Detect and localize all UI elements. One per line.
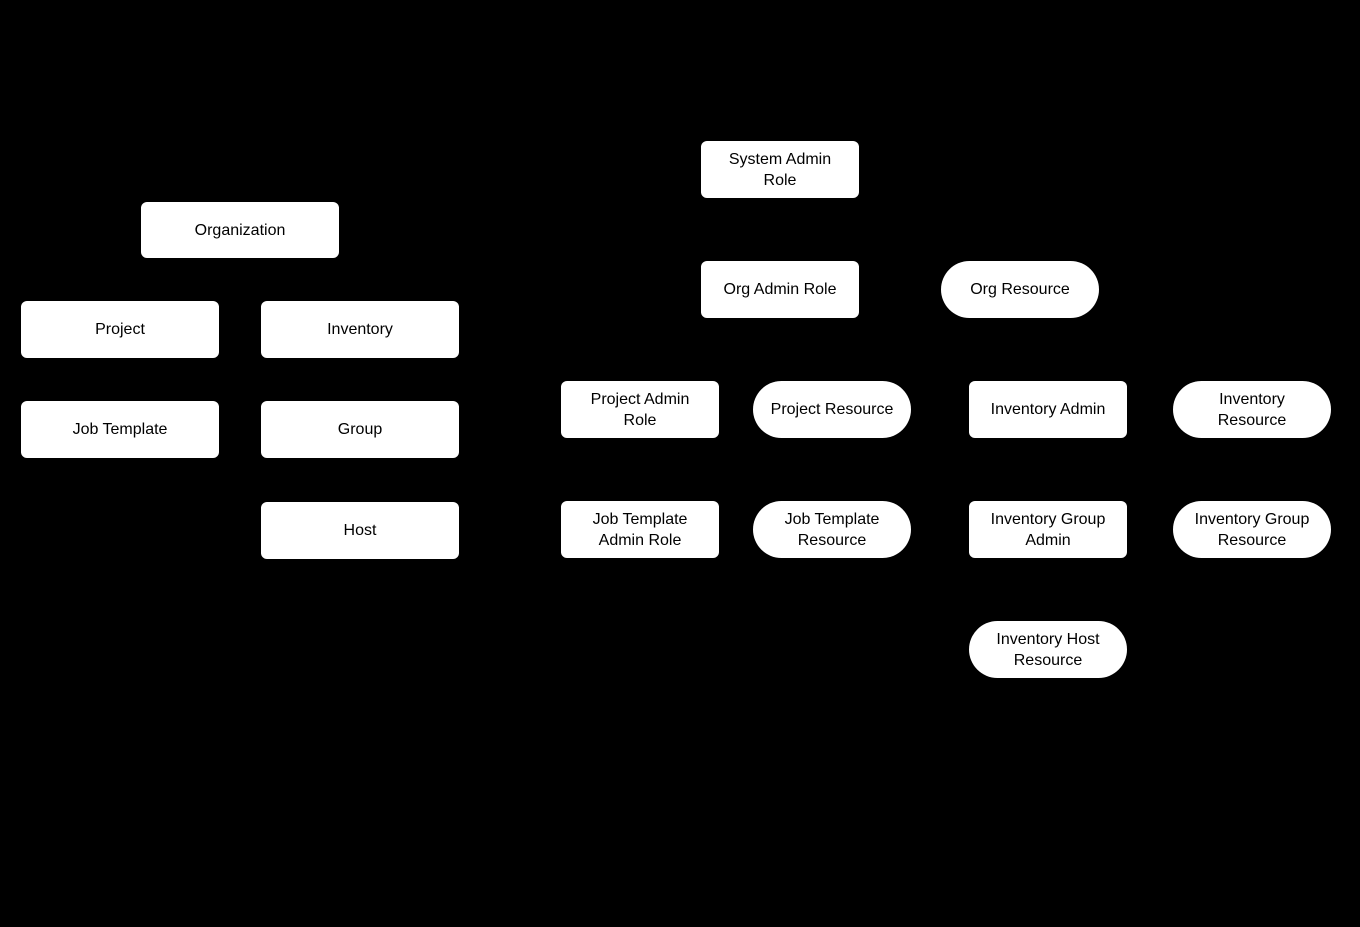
node-project-resource — [753, 381, 911, 438]
node-label: Admin — [1025, 531, 1071, 549]
node-label: Inventory Group — [990, 510, 1106, 528]
node-label: Group — [337, 421, 383, 438]
node-inventory-group-resource — [1173, 501, 1331, 558]
node-label: Inventory — [327, 321, 393, 338]
node-label: Inventory Group — [1194, 510, 1310, 528]
node-label: Role — [623, 411, 657, 429]
node-label: Resource — [797, 531, 867, 549]
node-host — [261, 502, 459, 559]
node-label: Job Template — [784, 510, 880, 528]
node-label: Organization — [194, 221, 286, 239]
node-label: Resource — [1217, 411, 1287, 429]
node-job-template — [21, 401, 219, 458]
node-label: Host — [343, 522, 377, 539]
node-system-admin-role — [701, 141, 859, 198]
node-inventory — [261, 301, 459, 358]
node-label: System Admin — [728, 150, 832, 168]
node-label: Role — [763, 171, 797, 189]
node-job-template-resource — [753, 501, 911, 558]
node-label: Inventory Admin — [990, 401, 1106, 418]
node-org-admin-role — [701, 261, 859, 318]
node-label: Inventory Host — [996, 630, 1100, 648]
node-group — [261, 401, 459, 458]
node-label: Resource — [1217, 531, 1287, 549]
node-job-template-admin-role — [561, 501, 719, 558]
node-inventory-admin — [969, 381, 1127, 438]
node-label: Project Resource — [770, 401, 894, 418]
node-inventory-host-resource — [969, 621, 1127, 678]
node-label: Inventory — [1219, 390, 1285, 408]
node-project-admin-role — [561, 381, 719, 438]
node-label: Job Template — [72, 421, 168, 438]
node-org-resource — [941, 261, 1099, 318]
node-label: Project Admin — [590, 390, 690, 408]
node-label: Org Resource — [970, 281, 1070, 298]
node-label: Job Template — [592, 510, 688, 528]
node-inventory-resource — [1173, 381, 1331, 438]
node-label: Org Admin Role — [723, 281, 837, 298]
node-label: Admin Role — [598, 531, 682, 549]
node-inventory-group-admin — [969, 501, 1127, 558]
node-label: Resource — [1013, 651, 1083, 669]
node-organization — [141, 202, 339, 258]
node-label: Project — [95, 321, 145, 338]
node-project — [21, 301, 219, 358]
